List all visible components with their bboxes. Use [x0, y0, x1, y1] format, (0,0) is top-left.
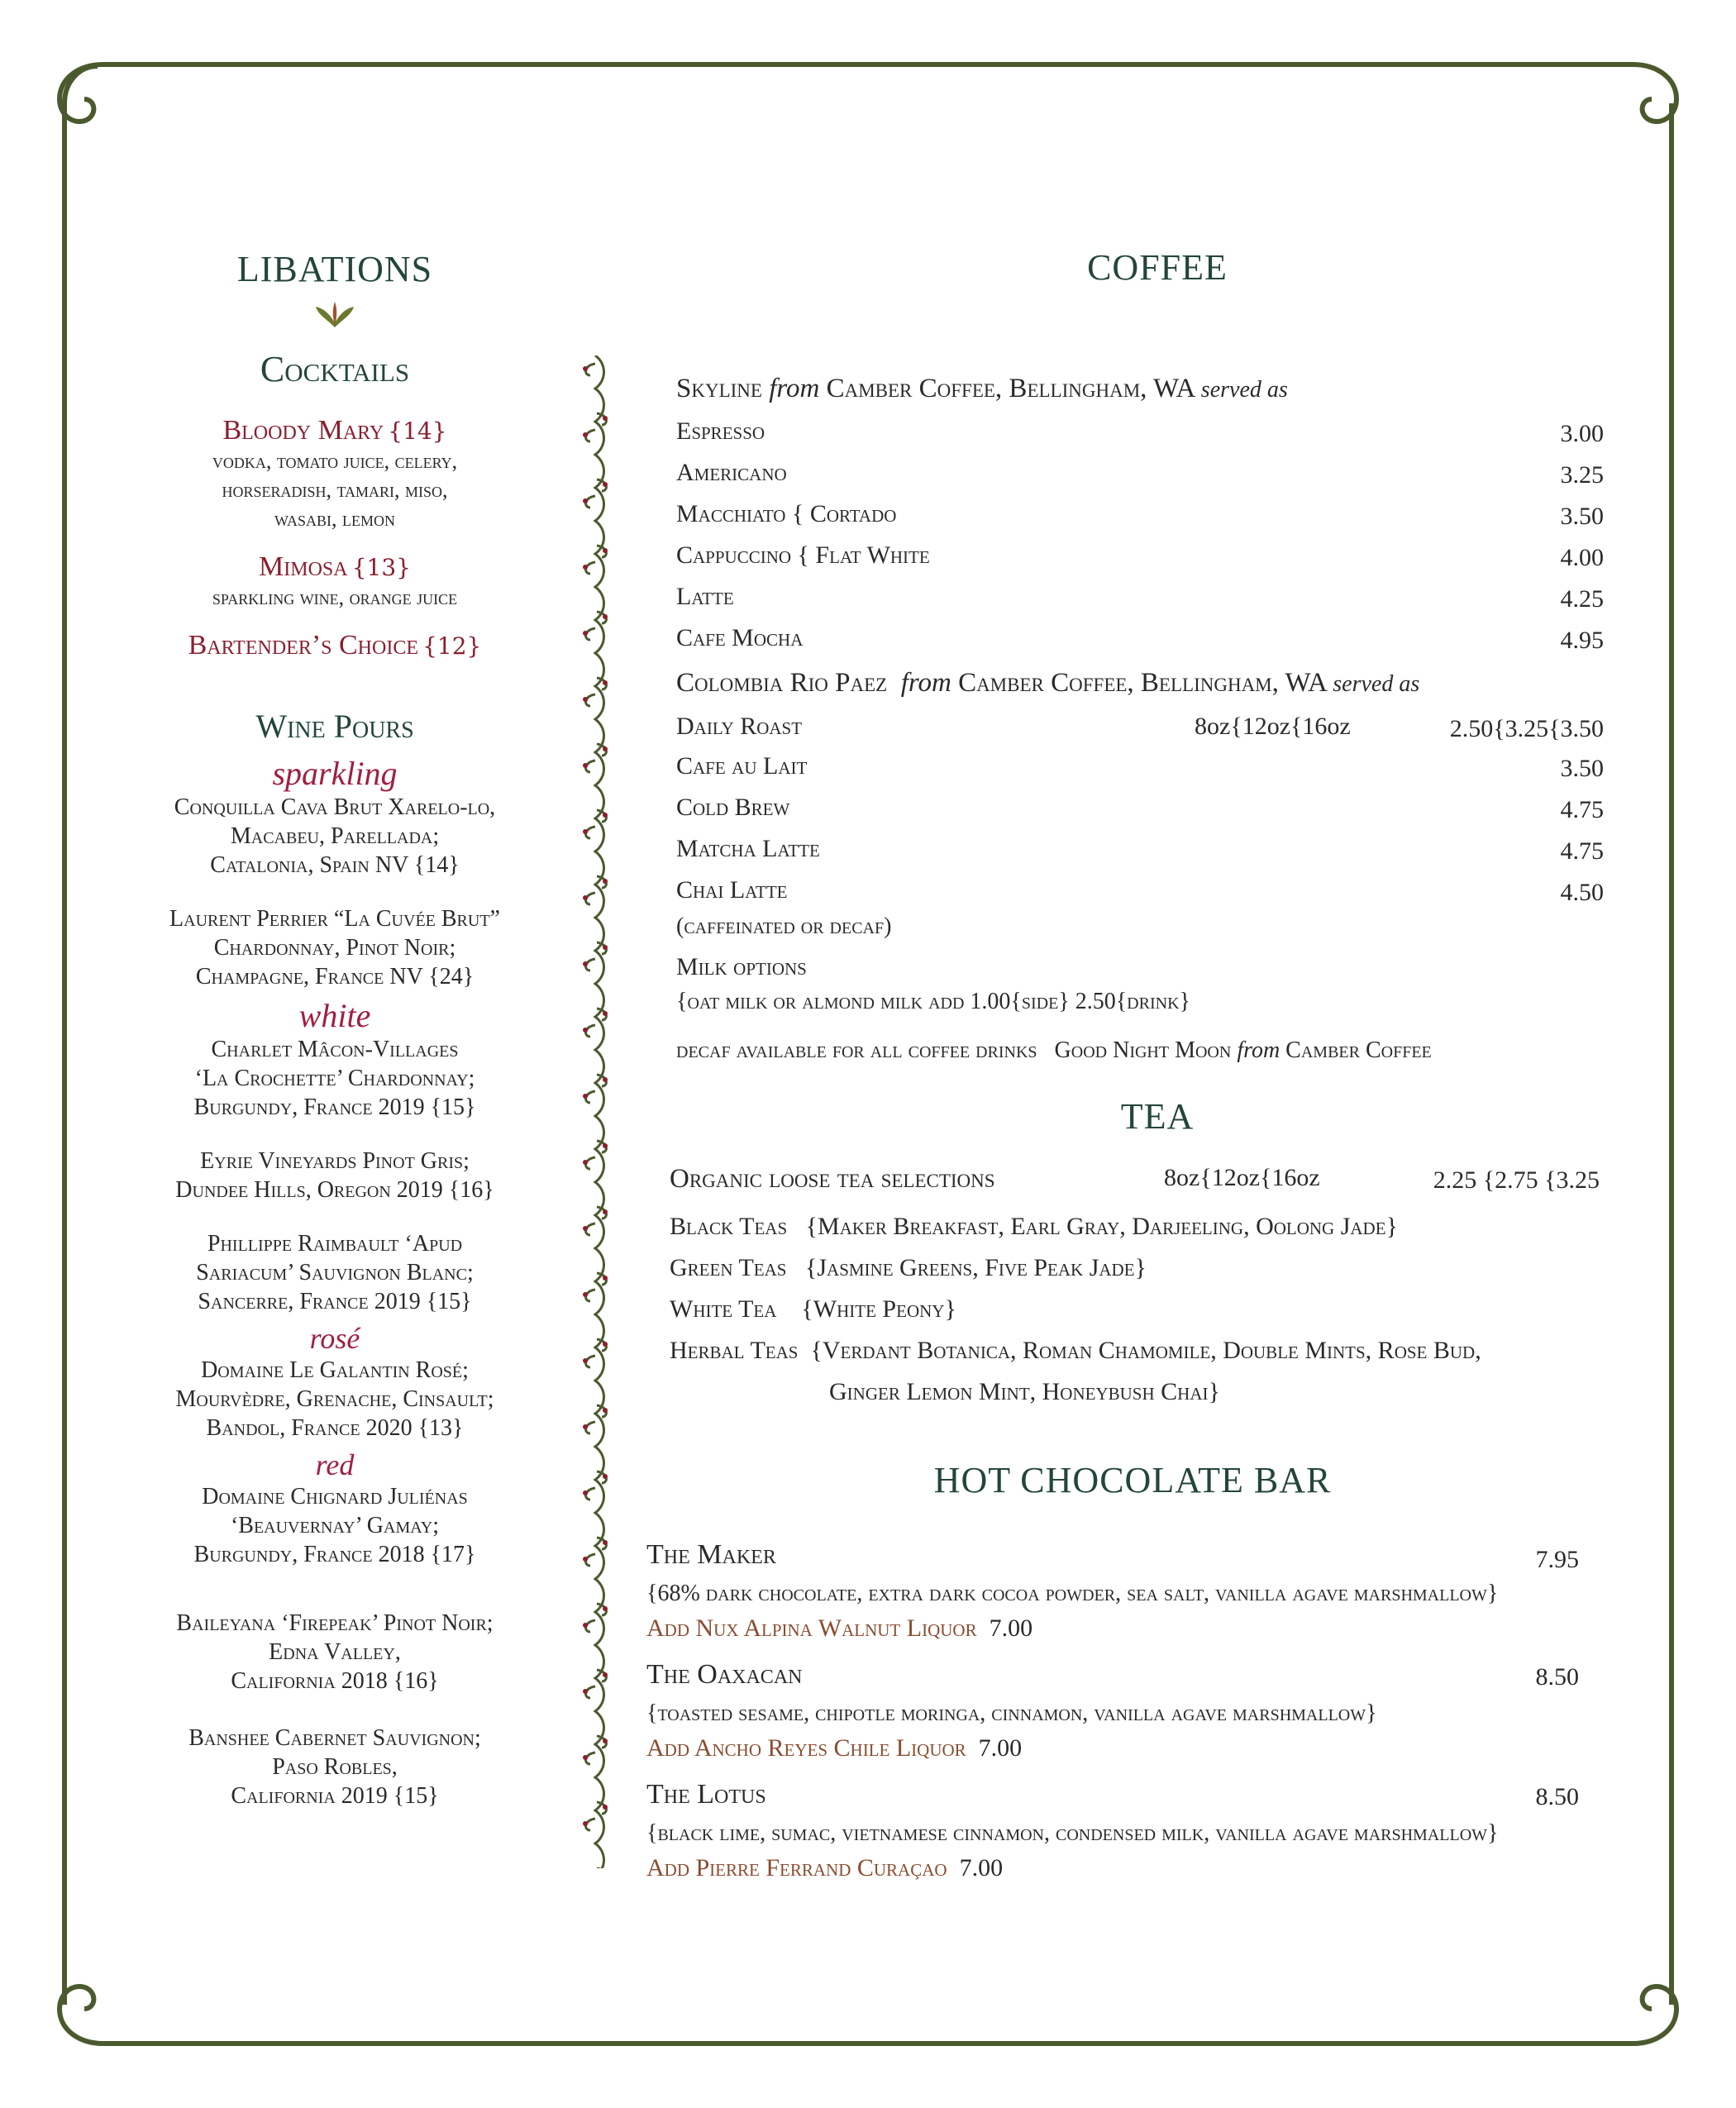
vine-berry: [583, 1557, 588, 1562]
addon-name: Add Ancho Reyes Chile Liquor: [646, 1734, 966, 1762]
cocktail-bloody-mary: [124, 415, 546, 533]
tea-desc: {Verdant Botanica, Roman Chamomile, Double Mints, Rose Bud,: [810, 1337, 1481, 1364]
wine-line: Charlet Mâcon-Villages: [211, 1037, 459, 1062]
vine-berry: [603, 1672, 608, 1677]
served-as: served as: [1200, 377, 1288, 403]
leaf-ornament: [124, 290, 546, 348]
chai-note: (caffeinated or decaf): [676, 913, 892, 939]
menu-item-name: Cappuccino { Flat White: [676, 541, 930, 569]
cocktail-name: Bartender’s Choice: [188, 630, 419, 661]
tea-row: [670, 1337, 1481, 1365]
cocktail-desc: wasabi, lemon: [274, 507, 395, 531]
menu-item-price: 4.95: [1560, 627, 1604, 654]
wine-item: [124, 1147, 546, 1204]
menu-item-price: 4.25: [1560, 585, 1604, 613]
wine-line: Paso Robles,: [272, 1754, 398, 1780]
menu-item-price: 4.50: [1560, 879, 1604, 906]
wine-line: Sariacum’ Sauvignon Blanc;: [196, 1260, 474, 1285]
wine-line: Phillippe Raimbault ‘Apud: [207, 1231, 463, 1257]
vine-stem: [595, 355, 604, 1868]
wine-item: [124, 1482, 546, 1569]
tea-desc: {Jasmine Greens, Five Peak Jade}: [804, 1254, 1147, 1281]
vine-berry: [583, 1755, 588, 1760]
vine-berry: [603, 746, 608, 751]
decaf-note: [676, 1037, 1432, 1064]
vine-berry: [583, 1028, 588, 1033]
vine-berry: [583, 1821, 588, 1826]
vine-berry: [603, 1143, 608, 1148]
wine-line: Burgundy, France 2018 {17}: [193, 1542, 476, 1567]
hc-price: 8.50: [1535, 1663, 1579, 1691]
vine-berry: [603, 482, 608, 487]
menu-item-name: Americano: [676, 459, 787, 486]
vine-berry: [583, 895, 588, 900]
tea-row: [670, 1295, 956, 1323]
addon-name: Add Pierre Ferrand Curaçao: [646, 1854, 947, 1881]
tea-row: [670, 1213, 1398, 1241]
wine-item: [124, 1035, 546, 1122]
vine-berry: [603, 1805, 608, 1810]
wine-line: Baileyana ‘Firepeak’ Pinot Noir;: [176, 1610, 494, 1636]
vine-berry: [583, 763, 588, 768]
skyline-line: [676, 374, 1288, 404]
from-word: from: [769, 374, 820, 403]
colombia-line: [676, 668, 1419, 699]
wine-line: Mourvèdre, Grenache, Cinsault;: [175, 1386, 494, 1412]
vine-berry: [583, 1623, 588, 1628]
leaf-icon: [314, 298, 355, 331]
libations-column: [124, 248, 546, 1810]
addon-price: 7.00: [989, 1614, 1033, 1642]
wine-line: California 2019 {15}: [231, 1783, 439, 1809]
menu-item-name: Cafe Mocha: [676, 624, 804, 651]
category-sparkling: sparkling: [272, 755, 398, 792]
libations-title: LIBATIONS: [236, 249, 433, 289]
roaster-name: Camber Coffee, Bellingham, WA: [826, 374, 1195, 403]
cocktail-mimosa: [124, 551, 546, 612]
menu-item-name: Latte: [676, 583, 734, 610]
milk-options-title: Milk options: [676, 953, 807, 980]
vine-berry: [583, 1292, 588, 1297]
vine-berry: [583, 1689, 588, 1694]
cocktail-desc: vodka, tomato juice, celery,: [212, 449, 458, 473]
vine-berry: [603, 680, 608, 685]
tea-sizes: 8oz{12oz{16oz: [1164, 1164, 1320, 1191]
wine-item: [124, 1724, 546, 1810]
tea-desc-cont: Ginger Lemon Mint, Honeybush Chai}: [829, 1378, 1220, 1405]
hc-desc: {black lime, sumac, vietnamese cinnamon, condensed milk, vanilla agave marshmallow}: [646, 1820, 1499, 1846]
tea-label: Black Teas: [670, 1213, 788, 1240]
vine-berry: [583, 631, 588, 636]
vine-berry: [603, 1342, 608, 1347]
size-options: 8oz{12oz{16oz: [1195, 713, 1351, 740]
tea-label: White Tea: [670, 1295, 777, 1323]
hc-desc: {68% dark chocolate, extra dark cocoa powder, sea salt, vanilla agave marshmallow}: [646, 1581, 1499, 1606]
hc-addon: [646, 1614, 1033, 1643]
wine-line: Edna Valley,: [269, 1639, 401, 1665]
menu-item-price: 3.25: [1560, 461, 1604, 489]
wine-line: Eyrie Vineyards Pinot Gris;: [200, 1148, 470, 1174]
decaf-blend: Good Night Moon: [1054, 1037, 1232, 1063]
menu-item-name: Cold Brew: [676, 794, 790, 821]
menu-item-price: 4.00: [1560, 544, 1604, 571]
coffee-title: COFFEE: [1087, 247, 1228, 288]
wine-line: Macabeu, Parellada;: [230, 823, 440, 849]
wine-line: ‘Beauvernay’ Gamay;: [230, 1513, 440, 1538]
cocktail-desc: sparkling wine, orange juice: [212, 585, 458, 609]
hc-desc: {toasted sesame, chipotle moringa, cinnamon, vanilla agave marshmallow}: [646, 1700, 1377, 1726]
addon-name: Add Nux Alpina Walnut Liquor: [646, 1614, 977, 1642]
wine-line: Domaine Le Galantin Rosé;: [201, 1357, 469, 1383]
vine-berry: [603, 1408, 608, 1413]
hc-price: 8.50: [1535, 1783, 1579, 1810]
vine-berry: [583, 1094, 588, 1099]
vine-berry: [603, 1474, 608, 1479]
cocktail-name: Mimosa: [259, 551, 348, 582]
tea-label: Green Teas: [670, 1254, 787, 1281]
decaf-text: decaf available for all coffee drinks: [676, 1037, 1037, 1063]
hot-chocolate-title: HOT CHOCOLATE BAR: [933, 1460, 1332, 1500]
tea-price: 2.25 {2.75 {3.25: [1433, 1166, 1600, 1194]
tea-head-name: Organic loose tea selections: [670, 1164, 995, 1194]
addon-price: 7.00: [978, 1734, 1023, 1762]
vine-berry: [603, 1540, 608, 1545]
tea-desc: {Maker Breakfast, Earl Gray, Darjeeling, Oolong Jade}: [805, 1213, 1398, 1240]
vine-berry: [603, 1738, 608, 1743]
vine-berry: [603, 548, 608, 553]
menu-item-price: 2.50{3.25{3.50: [1449, 715, 1604, 742]
vine-berry: [583, 432, 588, 437]
vine-berry: [583, 1358, 588, 1363]
milk-options-desc: {oat milk or almond milk add 1.00{side} 2.50{drink}: [676, 989, 1190, 1014]
vine-berry: [583, 829, 588, 834]
hc-price: 7.95: [1535, 1546, 1579, 1573]
cocktail-price: {13}: [351, 554, 411, 581]
menu-item-name: Macchiato { Cortado: [676, 500, 897, 527]
wine-line: ‘La Crochette’ Chardonnay;: [194, 1066, 475, 1091]
vine-berry: [583, 697, 588, 702]
vine-berry: [583, 498, 588, 503]
menu-item-price: 4.75: [1560, 837, 1604, 865]
served-as: served as: [1333, 671, 1420, 697]
hc-addon: [646, 1854, 1003, 1882]
vine-berry: [603, 1606, 608, 1611]
menu-item-name: Espresso: [676, 417, 765, 445]
vine-berry: [603, 1276, 608, 1281]
cocktail-price: {12}: [422, 632, 482, 660]
wine-line: Domaine Chignard Juliénas: [202, 1484, 468, 1509]
wine-line: Laurent Perrier “La Cuvée Brut”: [169, 906, 500, 932]
wine-line: Dundee Hills, Oregon 2019 {16}: [175, 1177, 494, 1203]
category-red: red: [315, 1448, 355, 1481]
menu-item-price: 3.50: [1560, 755, 1604, 782]
roaster-name: Camber Coffee: [1285, 1037, 1432, 1063]
hc-name: The Oaxacan: [646, 1659, 803, 1690]
menu-item-name: Chai Latte: [676, 876, 788, 904]
wine-line: California 2018 {16}: [231, 1668, 439, 1694]
from-word: from: [900, 668, 951, 698]
menu-item-price: 3.50: [1560, 503, 1604, 530]
origin-name: Colombia Rio Paez: [676, 668, 888, 698]
vine-berry: [603, 945, 608, 950]
vine-berry: [603, 1209, 608, 1214]
wine-item: [124, 1609, 546, 1695]
wine-item: [124, 904, 546, 991]
tea-row: [670, 1254, 1147, 1282]
vine-berry: [583, 565, 588, 570]
tea-desc: {White Peony}: [801, 1295, 956, 1323]
category-rose: rosé: [309, 1322, 360, 1355]
tea-label: Herbal Teas: [670, 1337, 799, 1364]
vine-berry: [583, 366, 588, 371]
vine-berry: [583, 1226, 588, 1231]
origin-name: Skyline: [676, 374, 762, 403]
vine-berry: [583, 1424, 588, 1429]
wine-line: Catalonia, Spain NV {14}: [210, 852, 460, 878]
wine-line: Conquilla Cava Brut Xarelo-lo,: [174, 794, 496, 820]
wine-line: Bandol, France 2020 {13}: [206, 1415, 464, 1441]
menu-item-price: 4.75: [1560, 796, 1604, 823]
cocktail-desc: horseradish, tamari, miso,: [222, 478, 448, 502]
wine-item: [124, 1356, 546, 1443]
menu-item-price: 3.00: [1560, 420, 1604, 447]
wine-line: Burgundy, France 2019 {15}: [193, 1095, 476, 1120]
cocktail-name: Bloody Mary: [222, 415, 384, 446]
vine-berry: [603, 1011, 608, 1016]
cocktail-bartenders-choice: [124, 630, 546, 661]
wine-pours-heading: Wine Pours: [255, 708, 414, 745]
vine-berry: [603, 416, 608, 421]
vine-berry: [603, 614, 608, 619]
vine-berry: [583, 961, 588, 966]
hc-name: The Maker: [646, 1539, 776, 1570]
wine-item: [124, 1229, 546, 1316]
wine-line: Sancerre, France 2019 {15}: [198, 1289, 472, 1314]
menu-item-name: Matcha Latte: [676, 835, 820, 862]
roaster-name: Camber Coffee, Bellingham, WA: [958, 668, 1327, 698]
wine-item: [124, 793, 546, 880]
cocktails-heading: Cocktails: [260, 349, 410, 389]
vine-berry: [603, 813, 608, 818]
wine-line: Banshee Cabernet Sauvignon;: [188, 1725, 481, 1751]
hc-name: The Lotus: [646, 1779, 766, 1810]
addon-price: 7.00: [959, 1854, 1004, 1881]
tea-title: TEA: [1120, 1096, 1195, 1137]
from-word: from: [1237, 1037, 1281, 1063]
vine-berry: [583, 1490, 588, 1495]
menu-item-name: Cafe au Lait: [676, 752, 808, 780]
cocktail-price: {14}: [388, 417, 447, 445]
hc-addon: [646, 1734, 1022, 1762]
wine-line: Champagne, France NV {24}: [195, 964, 475, 990]
vine-berry: [583, 1160, 588, 1165]
wine-line: Chardonnay, Pinot Noir;: [213, 935, 456, 961]
vine-berry: [603, 879, 608, 884]
category-white: white: [298, 997, 371, 1034]
vine-divider: [579, 355, 612, 1868]
menu-item-name: Daily Roast: [676, 713, 803, 740]
vine-berry: [603, 1077, 608, 1082]
